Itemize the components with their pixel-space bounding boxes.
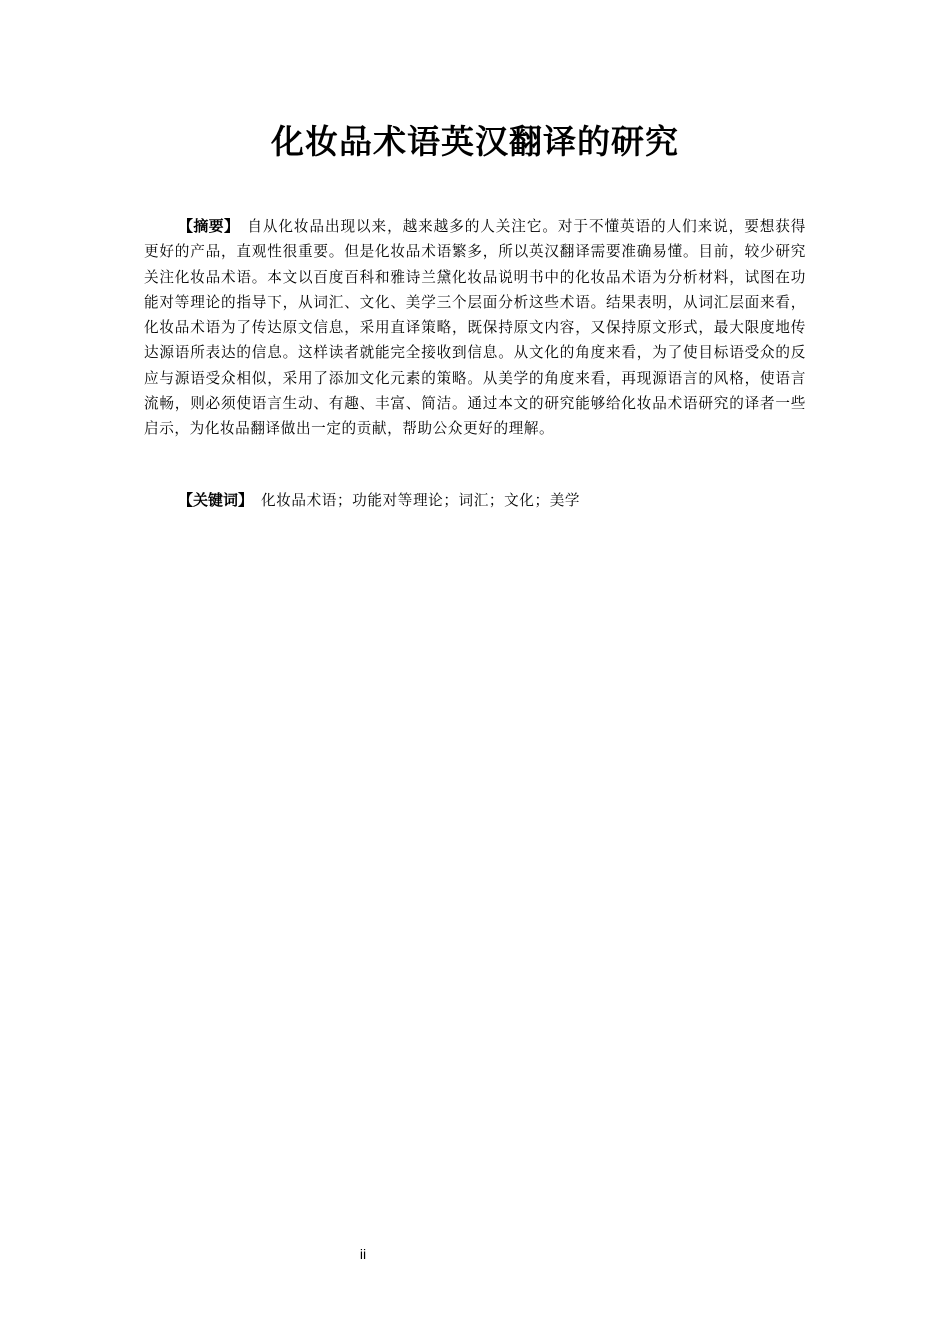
keywords-paragraph	[178, 488, 806, 513]
keywords-text: 化妆品术语；功能对等理论；词汇；文化；美学	[261, 492, 581, 509]
keywords-label: 【关键词】	[178, 491, 254, 509]
page-number: ii	[359, 1246, 367, 1262]
abstract-label: 【摘要】	[178, 217, 240, 235]
abstract-text: 自从化妆品出现以来，越来越多的人关注它。对于不懂英语的人们来说，要想获得更好的产品，直观性很重要。但是化妆品术语繁多，所以英汉翻译需要准确易懂。目前，较少研究关注化妆品术语。本文以百度百科和雅诗兰黛化妆品说明书中的化妆品术语为分析材料，试图在功能对等理论的指导下，从词汇、文化、美学三个层面分析这些术语。结果表明，从词汇层面来看，化妆品术语为了传达原文信息，采用直译策略，既保持原文内容，又保持原文形式，最大限度地传达源语所表达的信息。这样读者就能完全接收到信息。从文化的角度来看，为了使目标语受众的反应与源语受众相似，采用了添加文化元素的策略。从美学的角度来看，再现源语言的风格，使语言流畅，则必须使语言生动、有趣、丰富、简洁。通过本文的研究能够给化妆品术语研究的译者一些启示，为化妆品翻译做出一定的贡献，帮助公众更好的理解。	[144, 218, 806, 438]
document-title: 化妆品术语英汉翻译的研究	[271, 122, 679, 161]
abstract-paragraph	[144, 214, 806, 442]
